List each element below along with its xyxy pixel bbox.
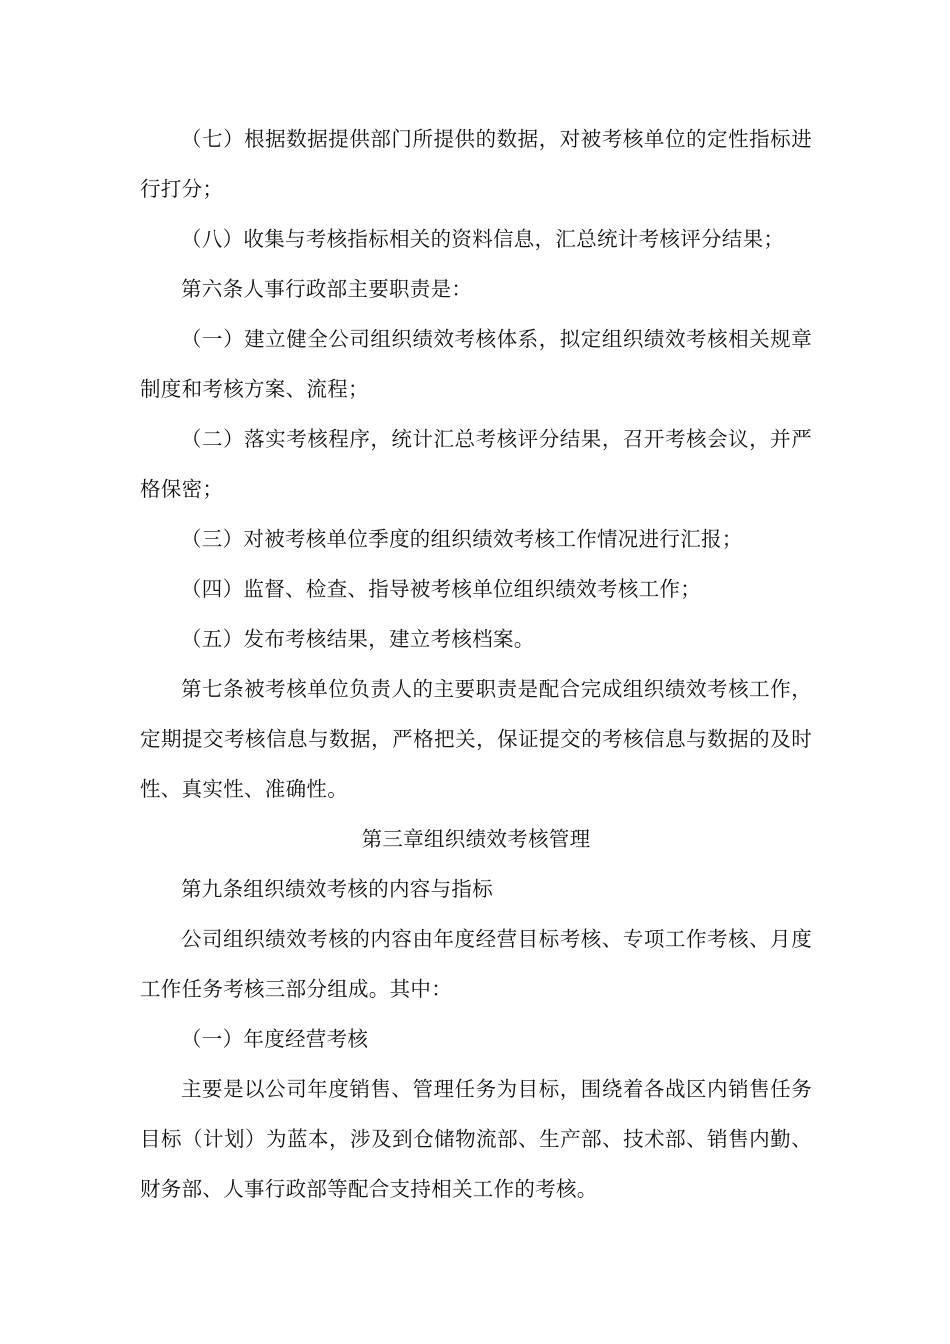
- paragraph-item-2: （二）落实考核程序，统计汇总考核评分结果，召开考核会议，并严格保密；: [140, 427, 812, 501]
- article-9-title: 第九条组织绩效考核的内容与指标: [181, 877, 493, 901]
- chapter-3-heading: 第三章组织绩效考核管理: [361, 827, 591, 851]
- document-page: [140, 114, 812, 1214]
- article-6-title: 第六条人事行政部主要职责是：: [181, 277, 473, 301]
- annual-assessment-title: （一）年度经营考核: [181, 1027, 369, 1051]
- paragraph-item-8: （八）收集与考核指标相关的资料信息，汇总统计考核评分结果；: [181, 227, 785, 251]
- paragraph-item-7: （七）根据数据提供部门所提供的数据，对被考核单位的定性指标进行打分；: [140, 127, 812, 201]
- article-9-intro: 公司组织绩效考核的内容由年度经营目标考核、专项工作考核、月度工作任务考核三部分组成。其中：: [140, 927, 812, 1001]
- paragraph-item-1: （一）建立健全公司组织绩效考核体系，拟定组织绩效考核相关规章制度和考核方案、流程；: [140, 327, 812, 401]
- article-7: 第七条被考核单位负责人的主要职责是配合完成组织绩效考核工作，定期提交考核信息与数据，严格把关，保证提交的考核信息与数据的及时性、真实性、准确性。: [140, 677, 812, 801]
- annual-assessment-body: 主要是以公司年度销售、管理任务为目标，围绕着各战区内销售任务目标（计划）为蓝本，涉及到仓储物流部、生产部、技术部、销售内勤、财务部、人事行政部等配合支持相关工作的考核。: [140, 1077, 812, 1201]
- paragraph-item-4: （四）监督、检查、指导被考核单位组织绩效考核工作；: [181, 577, 701, 601]
- paragraph-item-5: （五）发布考核结果，建立考核档案。: [181, 627, 535, 651]
- paragraph-item-3: （三）对被考核单位季度的组织绩效考核工作情况进行汇报；: [181, 527, 743, 551]
